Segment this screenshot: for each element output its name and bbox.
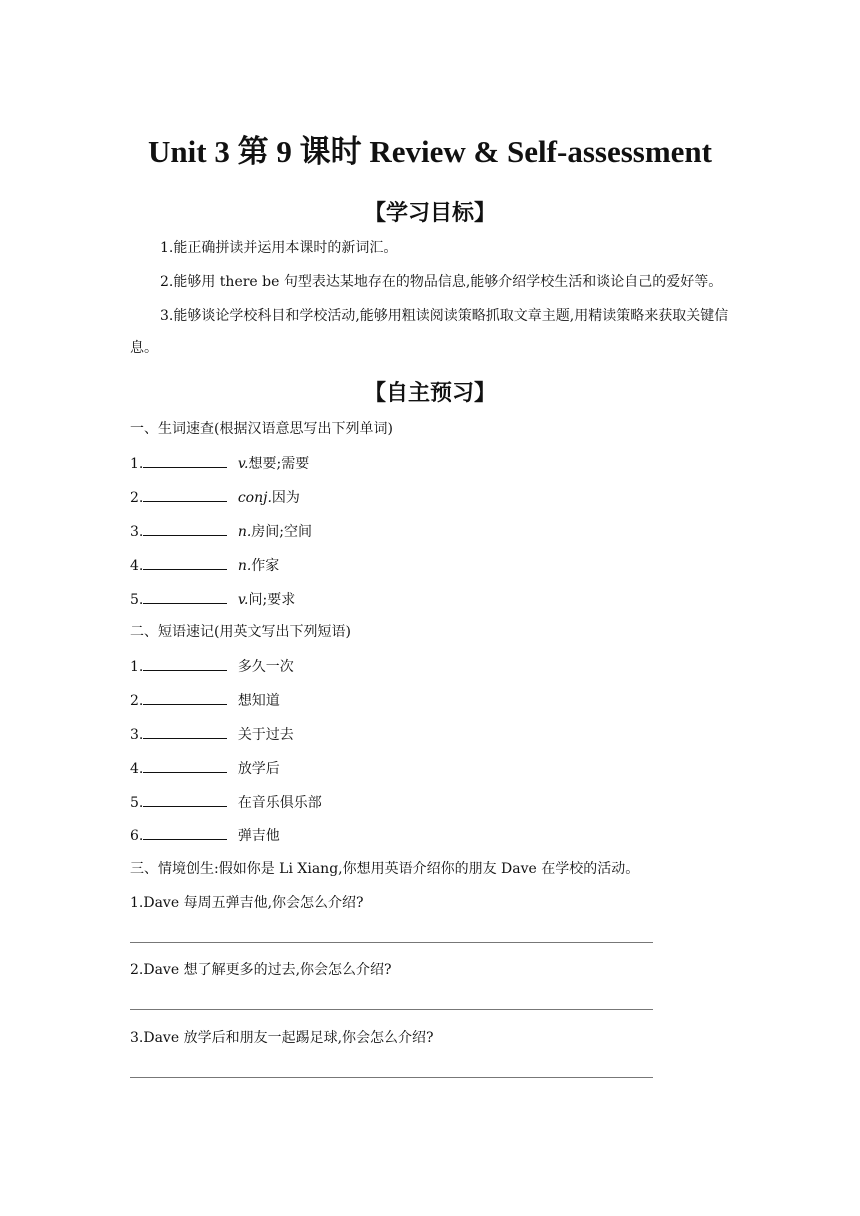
item-meaning: 多久一次 xyxy=(237,659,294,675)
part-of-speech: v. xyxy=(237,592,249,608)
answer-blank[interactable] xyxy=(143,555,227,570)
vocab-item xyxy=(130,521,312,542)
phrase-item xyxy=(130,724,294,745)
phrase-item xyxy=(130,825,280,846)
objective-item: 1.能正确拼读并运用本课时的新词汇。 xyxy=(160,240,398,256)
phrase-item xyxy=(130,656,294,677)
answer-blank[interactable] xyxy=(143,690,227,705)
answer-blank[interactable] xyxy=(143,487,227,502)
answer-line[interactable] xyxy=(130,1008,653,1010)
answer-line[interactable] xyxy=(130,941,653,943)
preview-heading: 【自主预习】 xyxy=(363,381,496,406)
scenario-question: 3.Dave 放学后和朋友一起踢足球,你会怎么介绍? xyxy=(130,1030,434,1046)
vocab-item xyxy=(130,555,279,576)
answer-blank[interactable] xyxy=(143,792,227,807)
answer-blank[interactable] xyxy=(143,521,227,536)
item-number: 5. xyxy=(130,592,144,608)
item-meaning: 因为 xyxy=(271,490,300,506)
answer-blank[interactable] xyxy=(143,825,227,840)
page-title: Unit 3 第 9 课时 Review & Self-assessment xyxy=(148,134,712,169)
item-number: 3. xyxy=(130,524,144,540)
phrase-item xyxy=(130,690,280,711)
scenario-question: 2.Dave 想了解更多的过去,你会怎么介绍? xyxy=(130,962,392,978)
item-meaning: 想要;需要 xyxy=(248,456,310,472)
vocab-item xyxy=(130,453,309,474)
answer-blank[interactable] xyxy=(143,453,227,468)
item-meaning: 弹吉他 xyxy=(237,828,280,844)
item-number: 2. xyxy=(130,490,144,506)
objective-item: 3.能够谈论学校科目和学校活动,能够用粗读阅读策略抓取文章主题,用精读策略来获取关键信息。 xyxy=(130,308,729,356)
phrase-item xyxy=(130,758,280,779)
answer-blank[interactable] xyxy=(143,589,227,604)
item-meaning: 关于过去 xyxy=(237,727,294,743)
item-number: 1. xyxy=(130,456,144,472)
vocab-item xyxy=(130,589,295,610)
phrase-item xyxy=(130,792,322,813)
objectives-heading: 【学习目标】 xyxy=(363,201,496,226)
item-number: 4. xyxy=(130,558,144,574)
answer-line[interactable] xyxy=(130,1076,653,1078)
answer-blank[interactable] xyxy=(143,656,227,671)
item-number: 1. xyxy=(130,659,144,675)
item-number: 4. xyxy=(130,761,144,777)
vocab-item xyxy=(130,487,300,508)
part-of-speech: n. xyxy=(237,558,252,574)
item-meaning: 想知道 xyxy=(237,693,280,709)
item-meaning: 问;要求 xyxy=(248,592,296,608)
item-meaning: 房间;空间 xyxy=(251,524,312,540)
item-number: 5. xyxy=(130,795,144,811)
item-meaning: 作家 xyxy=(251,558,280,574)
item-number: 3. xyxy=(130,727,144,743)
item-meaning: 放学后 xyxy=(237,761,280,777)
answer-blank[interactable] xyxy=(143,724,227,739)
objective-item: 2.能够用 there be 句型表达某地存在的物品信息,能够介绍学校生活和谈论自己的爱好等。 xyxy=(160,274,723,290)
part-of-speech: n. xyxy=(237,524,252,540)
part-of-speech: conj. xyxy=(237,490,272,506)
item-number: 6. xyxy=(130,828,144,844)
item-meaning: 在音乐俱乐部 xyxy=(237,795,322,811)
item-number: 2. xyxy=(130,693,144,709)
part3-title: 三、情境创生:假如你是 Li Xiang,你想用英语介绍你的朋友 Dave 在学校的活动。 xyxy=(130,861,640,877)
scenario-question: 1.Dave 每周五弹吉他,你会怎么介绍? xyxy=(130,895,364,911)
part2-title: 二、短语速记(用英文写出下列短语) xyxy=(130,624,351,640)
part1-title: 一、生词速查(根据汉语意思写出下列单词) xyxy=(130,421,393,437)
answer-blank[interactable] xyxy=(143,758,227,773)
part-of-speech: v. xyxy=(237,456,249,472)
